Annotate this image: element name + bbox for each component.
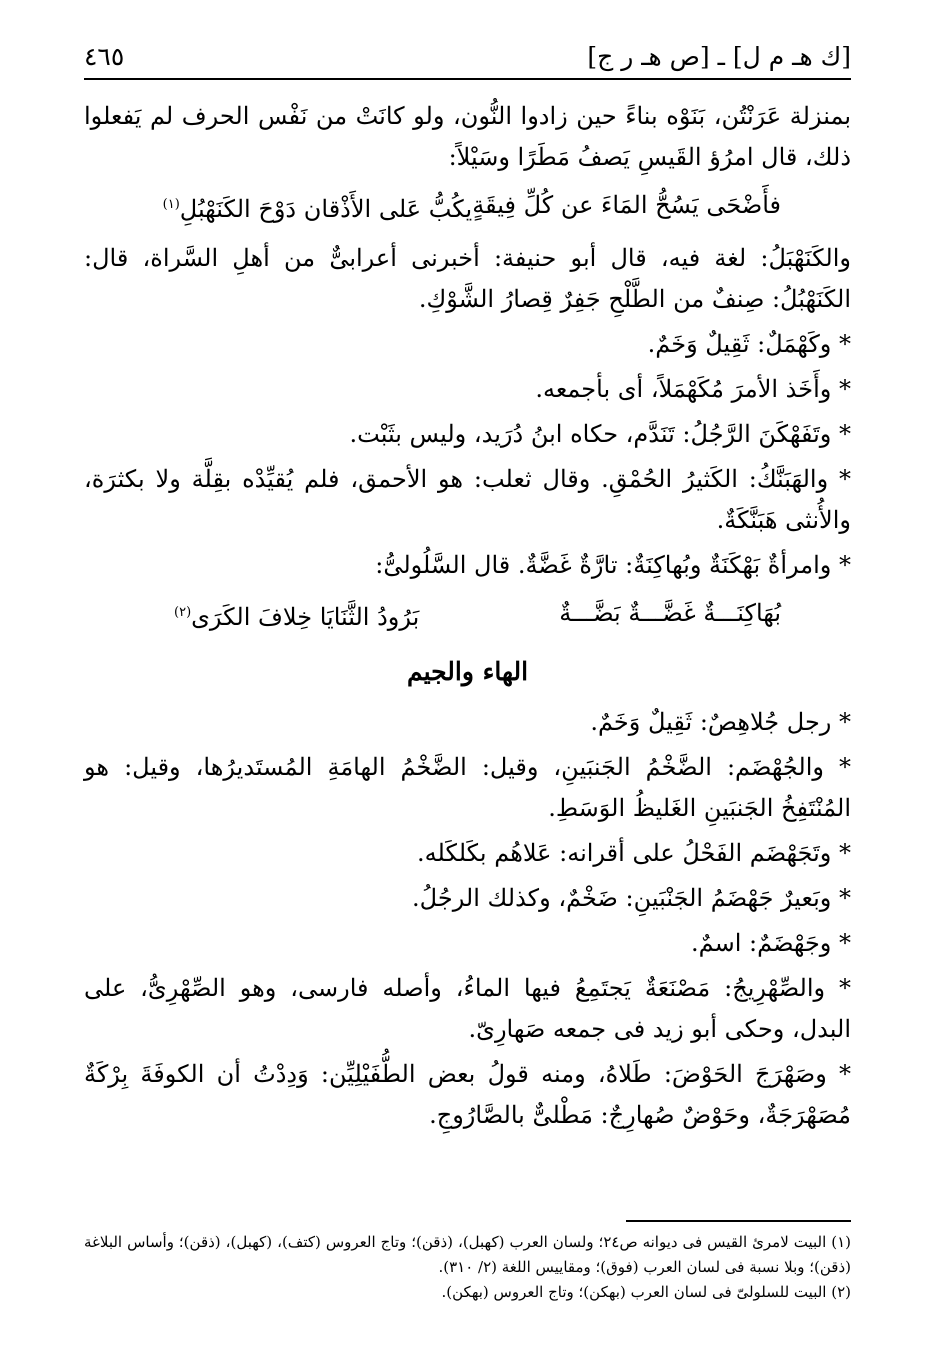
section-heading: الهاء والجيم [406, 657, 529, 686]
footnote-rule [626, 1220, 851, 1222]
paragraph: * وكَهْمَلٌ: ثَقِيلٌ وَخَمٌ. [647, 330, 851, 358]
paragraph: * وجَهْضَمٌ: اسمٌ. [691, 929, 851, 957]
paragraph: * وامرأةٌ بَهْكَنَةٌ وبُهاكِنَةٌ: تارَّةٌ غَضَّةٌ. قال السَّلُولىُّ: [375, 551, 851, 579]
page-header [84, 38, 851, 74]
paragraph: بمنزلة عَرَنْتُن، بَنَوْه بناءً حين زادوا النُّون، ولو كانَتْ من نَفْس الحرف لم يَفعلوا ذلك، قال امرُؤ القَيسِ يَصفُ مَطَرًا وسَيْلاً: [84, 102, 851, 171]
footnote-ref: (٢) [174, 605, 192, 620]
paragraph: * وأَخَذ الأمرَ مُكَهْمَلاً، أى بأجمعه. [535, 375, 851, 403]
verse-hemistich-second [163, 182, 473, 232]
running-title: [ك هـ م ل] ـ [ص هـ ر ج] [587, 41, 851, 71]
verse-hemistich-first: بُهَاكِنَـــةٌ غَضَّـــةٌ بَضَّـــةٌ [559, 599, 781, 627]
paragraph: * رجل جُلاهِصٌ: ثَقِيلٌ وَخَمٌ. [590, 708, 851, 736]
footnotes [84, 1230, 851, 1305]
paragraph: * والجُهْضَم: الضَّخْمُ الجَنبَينِ، وقيل: الضَّخْمُ الهامَةِ المُستَديرُها، وقيل: هو المُنْتَفِخُ الجَنبَينِ الغَليظُ الوَسَطِ. [84, 753, 851, 822]
paragraph: * والهَبَنَّكُ: الكَثيرُ الحُمْقِ. وقال ثعلب: هو الأحمق، فلم يُقيِّدْه بقِلَّة ولا بكثرَة، والأُنثى هَبَنَّكَةٌ. [84, 465, 851, 534]
main-text [84, 92, 851, 1136]
verse-line [84, 182, 851, 232]
paragraph: * وتَفَهْكَنَ الرَّجُلُ: تَنَدَّم، حكاه ابنُ دُرَيد، وليس بثَبْت. [349, 420, 851, 448]
paragraph: * وتَجَهْضَم الفَحْلُ على أقرانه: عَلاهُم بكَلكَله. [417, 839, 851, 867]
footnote-ref: (١) [162, 197, 180, 212]
verse-hemistich-first: فأَضْحَى يَسُحُّ المَاءَ عن كُلِّ فِيقَةٍ [472, 191, 781, 219]
page-number: ٤٦٥ [84, 41, 125, 71]
verse-text: بَرُودُ الثَّنَايَا خِلافَ الكَرَى [191, 603, 420, 631]
header-rule [84, 78, 851, 80]
verse-hemistich-second [174, 590, 419, 640]
verse-text: يكُبُّ عَلى الأَذْقان دَوْحَ الكَنَهْبُلِ [179, 195, 473, 223]
paragraph: * وصَهْرَجَ الحَوْضَ: طَلاهُ، ومنه قولُ بعض الطُّفَيْلِيِّن: وَدِدْتُ أن الكوفَةَ بِرْكَةٌ مُصَهْرَجَةٌ، وحَوْضٌ صُهارِجٌ: مَطْلىٌّ بالصَّارُوجِ. [84, 1060, 851, 1129]
verse-line [84, 590, 851, 640]
footnote: (٢) البيت للسلولىّ فى لسان العرب (بهكن)؛ وتاج العروس (بهكن). [441, 1283, 851, 1301]
footnote: (١) البيت لامرئ القيس فى ديوانه ص٢٤؛ ولسان العرب (كهبل)، (ذقن)؛ وتاج العروس (كتف)، (كهبل)، (ذقن)؛ وأساس البلاغة (ذقن)؛ وبلا نسبة فى لسان العرب (فوق)؛ ومقاييس اللغة (٢/ ٣١٠). [84, 1233, 851, 1276]
paragraph: * والصِّهْرِيجُ: مَصْنَعَةٌ يَجتَمِعُ فيها الماءُ، وأصله فارسى، وهو الصِّهْرِىُّ، على البدل، وحكى أبو زيد فى جمعه صَهارِىّ. [84, 974, 851, 1043]
paragraph: * وبَعيرٌ جَهْضَمُ الجَنْبَينِ: ضَخْمٌ، وكذلك الرجُلُ. [412, 884, 851, 912]
paragraph: والكَنَهْبَلُ: لغة فيه، قال أبو حنيفة: أخبرنى أعرابىٌّ من أهلِ السَّراة، قال: الكَنَهْبُلُ: صِنفٌ من الطَّلْحِ جَفِرٌ قِصارُ الشَّوْكِ. [84, 244, 851, 313]
